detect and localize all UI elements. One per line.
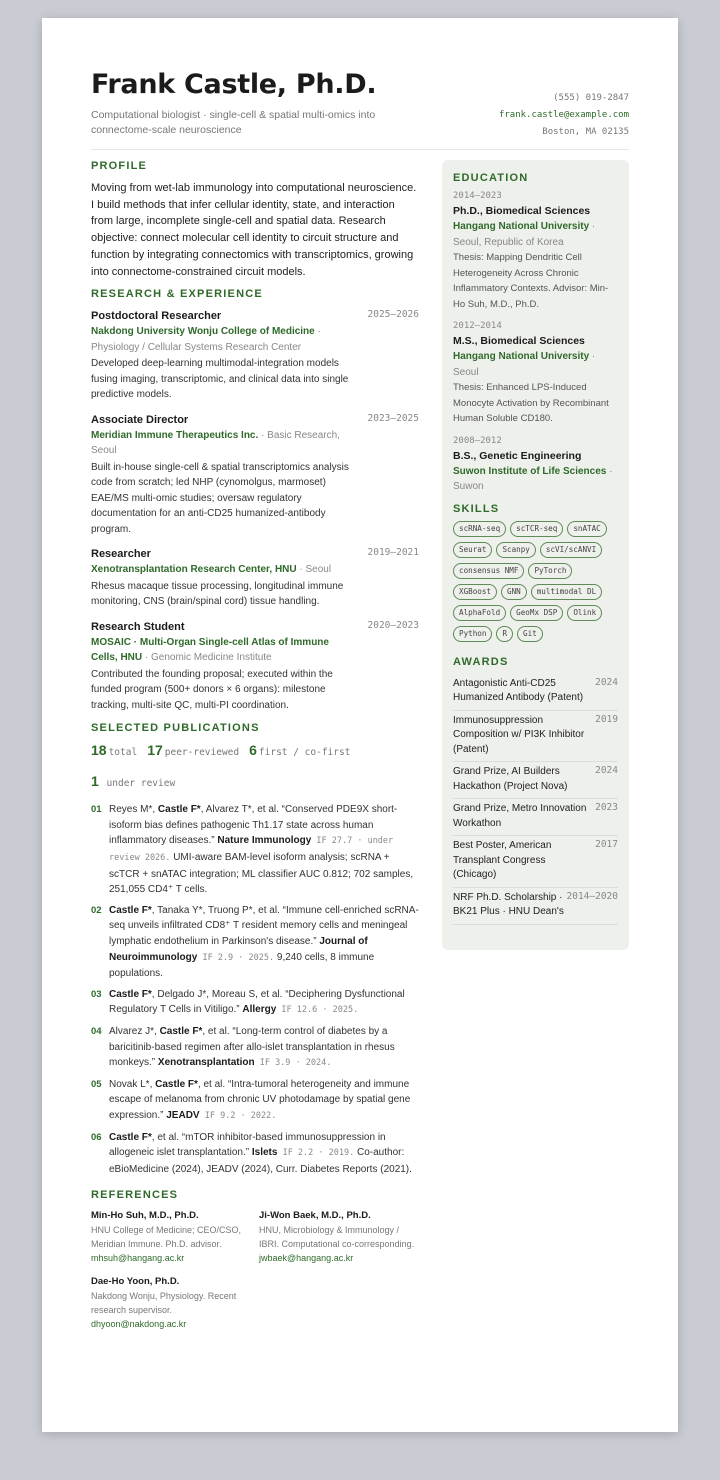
experience-item (91, 619, 419, 714)
skill-tag: Seurat (453, 542, 492, 558)
experience-item (91, 546, 419, 610)
stat-label: peer-reviewed (164, 747, 240, 759)
awards-heading: AWARDS (453, 655, 509, 668)
education-location: · Suwon (453, 465, 613, 492)
job-title: Researcher (91, 548, 151, 561)
organization-detail: · Physiology / Cellular Systems Research Center (91, 326, 321, 353)
publication-author-self: Castle F* (109, 904, 152, 916)
award-item (453, 836, 618, 888)
publication-note: Co-author: eBioMedicine (2024), JEADV (2024), Curr. Diabetes Reports (2021). (109, 1147, 412, 1175)
award-item (453, 674, 618, 711)
education-date: 2014–2023 (453, 191, 502, 201)
skill-tag: snATAC (567, 521, 606, 537)
email-link[interactable]: frank.castle@example.com (498, 110, 629, 120)
education-item (453, 190, 618, 312)
job-description: Rhesus macaque tissue processing, longitudinal immune monitoring, CNS (brain/spinal cord) tissue handling. (91, 580, 344, 608)
publication-journal: Xenotransplantation (157, 1057, 255, 1069)
skill-tag: PyTorch (528, 563, 572, 579)
skill-tag: Python (453, 626, 492, 642)
education-location: · Seoul, Republic of Korea (453, 221, 596, 248)
reference-item (259, 1209, 427, 1265)
sidebar-column (442, 160, 629, 950)
publication-item (91, 987, 419, 1019)
publication-author-self: Castle F* (155, 1078, 198, 1090)
resume-page (42, 18, 678, 1432)
skill-tag: Scanpy (496, 542, 535, 558)
award-year: 2023 (595, 802, 618, 813)
reference-email[interactable]: dhyoon@nakdong.ac.kr (91, 1319, 187, 1330)
publication-item (91, 802, 419, 898)
awards-list (453, 674, 618, 925)
education-school: Suwon Institute of Life Sciences (453, 465, 607, 477)
education-school-line (453, 349, 618, 380)
publication-meta: IF 27.7 · under review 2026. (109, 836, 394, 863)
publication-authors-pre: Reyes M*, (109, 804, 158, 816)
publication-meta: IF 2.2 · 2019. (277, 1148, 355, 1159)
skill-tag: GNN (501, 584, 527, 600)
education-list (453, 190, 618, 495)
reference-list (91, 1209, 419, 1331)
organization-detail: · Basic Research, Seoul (91, 429, 340, 457)
publication-title: , et al. “Long-term control of diabetes by a baricitinib-based regimen after allo-islet transplantation in rhesus monkeys.” (109, 1025, 395, 1069)
publication-number: 01 (91, 804, 102, 816)
organization-detail: · Seoul (296, 564, 332, 576)
reference-name: Dae-Ho Yoon, Ph.D. (91, 1276, 180, 1288)
publication-item (91, 1077, 419, 1125)
reference-item (91, 1275, 259, 1331)
publication-authors-pre: Novak L*, (109, 1078, 156, 1090)
reference-name: Min-Ho Suh, M.D., Ph.D. (91, 1210, 199, 1222)
job-title: Postdoctoral Researcher (91, 310, 222, 323)
job-description: Contributed the founding proposal; executed within the funded program (500+ donors × 6 organs): milestone tracking, multi-site QC, multi-PI coordination. (91, 668, 333, 711)
publication-author-self: Castle F* (159, 1025, 203, 1037)
main-column (91, 160, 419, 1331)
publication-title: , et al. “mTOR inhibitor-based immunosuppression in allogeneic islet transplantation.” (109, 1131, 386, 1159)
reference-item (91, 1209, 259, 1265)
job-date: 2023–2025 (367, 412, 419, 424)
publication-note: UMI-aware BAM-level isoform analysis; scRNA + scTCR + snATAC integration; ML classifier AUC 0.812; 702 samples, 251,055 CD4⁺ T cells. (109, 852, 414, 896)
organization-name: Nakdong University Wonju College of Medicine (91, 326, 315, 338)
skill-tag: scVI/scANVI (540, 542, 602, 558)
stat-value: 17 (147, 742, 163, 759)
phone: (555) 019-2847 (553, 93, 629, 103)
experience-item (91, 308, 419, 403)
stat-label: under review (106, 778, 176, 790)
contact-block (499, 90, 629, 141)
publication-title: , Alvarez T*, et al. “Conserved PDE9X short-isoform bias defines pathogenic Th1.17 state across human inflammatory diseases.” (109, 804, 398, 847)
reference-email[interactable]: jwbaek@hangang.ac.kr (259, 1253, 354, 1264)
job-organization (91, 635, 351, 666)
skill-tag: scTCR-seq (510, 521, 563, 537)
education-heading: EDUCATION (453, 172, 529, 184)
job-title: Associate Director (91, 413, 189, 426)
skill-tag: R (496, 626, 513, 642)
award-title: Grand Prize, AI Builders Hackathon (Project Nova) (453, 766, 568, 792)
job-date: 2019–2021 (367, 547, 419, 559)
award-title: NRF Ph.D. Scholarship · BK21 Plus · HNU Dean's (453, 891, 564, 917)
profile-heading: PROFILE (91, 160, 148, 172)
publication-stats-review (91, 773, 419, 792)
candidate-name: Frank Castle, Ph.D. (91, 69, 377, 100)
stat-value: 1 (91, 773, 99, 790)
publication-stat (249, 742, 351, 759)
publication-stats (91, 742, 419, 761)
publication-title: , Delgado J*, Moreau S, et al. “Deciphering Dysfunctional Regulatory T Cells in Vitiligo.” (109, 988, 405, 1016)
award-year: 2019 (595, 713, 618, 725)
publication-list (91, 802, 419, 1177)
publication-journal: Nature Immunology (217, 835, 312, 847)
stat-value: 18 (91, 742, 107, 759)
location: Boston, MA 02135 (542, 127, 629, 137)
award-year: 2017 (595, 839, 618, 850)
publication-number: 06 (91, 1131, 102, 1143)
publications-heading: SELECTED PUBLICATIONS (91, 722, 260, 735)
skill-tag: consensus NMF (453, 563, 524, 579)
education-item (453, 435, 618, 495)
education-date: 2008–2012 (453, 435, 502, 446)
publication-journal: Journal of Neuroimmunology (109, 935, 368, 963)
award-year: 2014–2020 (566, 890, 618, 902)
publication-meta: IF 3.9 · 2024. (254, 1058, 332, 1069)
publication-author-self: Castle F* (109, 1131, 152, 1143)
references-heading: REFERENCES (91, 1189, 179, 1202)
award-year: 2024 (595, 676, 618, 688)
publication-journal: JEADV (166, 1109, 200, 1121)
education-thesis: Thesis: Mapping Dendritic Cell Heterogeneity Across Chronic Inflammatory Contexts. Advisor: Min-Ho Suh, M.D., Ph.D. (453, 252, 609, 310)
stat-label: first / co-first (258, 747, 351, 759)
job-date: 2020–2023 (367, 619, 419, 631)
tagline: Computational biologist · single-cell & spatial multi-omics into connectome-scale neuroscience (91, 109, 376, 136)
skill-tag: GeoMx DSP (510, 605, 563, 621)
resume-header (91, 68, 629, 150)
education-item (453, 320, 618, 427)
award-title: Grand Prize, Metro Innovation Workathon (453, 803, 587, 829)
experience-heading: RESEARCH & EXPERIENCE (91, 288, 263, 301)
job-description: Developed deep-learning multimodal-integration models fusing imaging, transcriptomic, and clinical data into single predictive models. (91, 358, 349, 401)
publication-journal: Allergy (242, 1004, 277, 1016)
job-organization (91, 324, 351, 355)
education-degree: B.S., Genetic Engineering (453, 449, 582, 462)
reference-affiliation: HNU, Microbiology & Immunology / IBRI. Computational co-corresponding. (259, 1225, 415, 1250)
organization-name: MOSAIC · Multi-Organ Single-cell Atlas of Immune Cells, HNU (91, 636, 329, 664)
education-location: · Seoul (453, 351, 596, 378)
education-degree: Ph.D., Biomedical Sciences (453, 205, 591, 217)
publication-title: , et al. “Intra-tumoral heterogeneity and immune escape of melanoma from chronic UV photodamage by spatial gene expression.” (109, 1078, 411, 1121)
job-description: Built in-house single-cell & spatial transcriptomics analysis code from scratch; led NHP (cynomolgus, marmoset) EAE/MS multi-omic studies; oversaw regulatory documentation for an anti-CD25 humanized-antibody program. (91, 461, 349, 535)
skill-tag: Git (517, 626, 543, 642)
publication-title: , Tanaka Y*, Truong P*, et al. “Immune cell-enriched scRNA-seq unveils infiltrated CD8⁺ T resident memory cells and meningeal lymphatic endothelium in Parkinson's disease.” (109, 904, 419, 947)
publication-number: 03 (91, 988, 102, 1000)
publication-number: 04 (91, 1025, 102, 1037)
publication-meta: IF 2.9 · 2025. (197, 952, 275, 963)
publication-stat (147, 742, 240, 759)
experience-item (91, 412, 419, 538)
stat-value: 6 (249, 742, 257, 759)
organization-name: Meridian Immune Therapeutics Inc. (91, 429, 259, 441)
award-title: Antagonistic Anti-CD25 Humanized Antibody (Patent) (453, 677, 584, 703)
publication-authors-pre: Alvarez J*, (109, 1025, 160, 1037)
reference-email[interactable]: mhsuh@hangang.ac.kr (91, 1253, 185, 1264)
award-title: Best Poster, American Transplant Congress (Chicago) (453, 840, 552, 880)
skills-list (453, 521, 618, 642)
education-degree: M.S., Biomedical Sciences (453, 335, 585, 347)
publication-stat (91, 742, 138, 759)
skill-tag: AlphaFold (453, 605, 506, 621)
job-title: Research Student (91, 620, 185, 633)
organization-detail: · Genomic Medicine Institute (142, 652, 272, 664)
skill-tag: Olink (567, 605, 602, 621)
skill-tag: multimodal DL (531, 584, 602, 600)
reference-affiliation: Nakdong Wonju, Physiology. Recent research supervisor. (91, 1291, 237, 1316)
award-item (453, 799, 618, 836)
publication-item (91, 903, 419, 982)
publication-meta: IF 12.6 · 2025. (276, 1005, 359, 1016)
award-year: 2024 (595, 765, 618, 776)
job-organization (91, 562, 351, 578)
education-school-line (453, 464, 618, 495)
education-thesis: Thesis: Enhanced LPS-Induced Monocyte Activation by Recombinant Human Soluble CD180. (453, 382, 609, 424)
education-school-line (453, 219, 618, 250)
publication-author-self: Castle F* (157, 804, 201, 816)
experience-list (91, 308, 419, 713)
job-date: 2025–2026 (367, 309, 419, 321)
job-organization (91, 428, 351, 459)
reference-name: Ji-Won Baek, M.D., Ph.D. (259, 1210, 371, 1222)
publication-number: 05 (91, 1078, 102, 1090)
stat-label: total (108, 747, 138, 759)
award-item (453, 711, 618, 763)
publication-note: 9,240 cells, 8 immune populations. (109, 951, 375, 980)
skills-heading: SKILLS (453, 502, 500, 515)
education-school: Hangang National University (453, 351, 590, 362)
publication-journal: Islets (251, 1147, 278, 1159)
organization-name: Xenotransplantation Research Center, HNU (91, 564, 297, 576)
profile-text: Moving from wet-lab immunology into computational neuroscience. I build methods that infer cellular identity, state, and interaction from large, incomplete single-cell and spatial data. Research objective: connect molecular cell identity to circuit structure and function by integrating connectomics with transcriptomics, growing into connectome-constrained circuit models. (91, 182, 417, 278)
award-title: Immunosuppression Composition w/ PI3K Inhibitor (Patent) (453, 714, 585, 755)
education-school: Hangang National University (453, 221, 590, 232)
publication-author-self: Castle F* (109, 988, 152, 1000)
reference-affiliation: HNU College of Medicine; CEO/CSO, Meridian Immune. Ph.D. advisor. (91, 1225, 242, 1250)
publication-meta: IF 9.2 · 2022. (199, 1110, 277, 1121)
skill-tag: scRNA-seq (453, 521, 506, 537)
skill-tag: XGBoost (453, 584, 497, 600)
award-item (453, 762, 618, 799)
publication-number: 02 (91, 904, 102, 916)
publication-item (91, 1130, 419, 1178)
publication-item (91, 1024, 419, 1072)
award-item (453, 888, 618, 925)
education-date: 2012–2014 (453, 321, 502, 331)
